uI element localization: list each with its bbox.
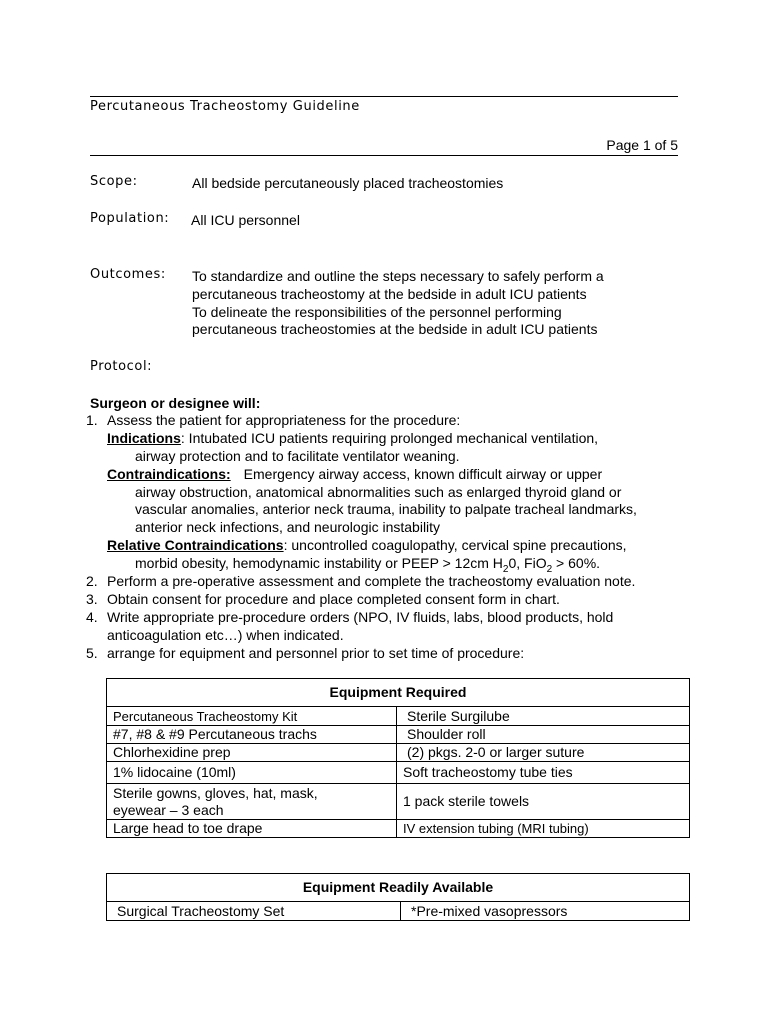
relative-text-part: > 60%. xyxy=(552,555,601,571)
table-cell: Percutaneous Tracheostomy Kit xyxy=(107,707,397,726)
protocol-label: Protocol: xyxy=(90,359,153,374)
step-number: 5. xyxy=(86,645,98,661)
contraindications-text: vascular anomalies, anterior neck trauma, inability to palpate tracheal landmarks, xyxy=(135,501,637,517)
contraindications-text: Emergency airway access, known difficult airway or upper xyxy=(243,466,603,482)
relative-text-part: 0, FiO xyxy=(508,555,547,571)
table-cell: Shoulder roll xyxy=(397,726,690,744)
table-cell xyxy=(107,784,397,820)
table-row xyxy=(107,784,690,820)
step-4-text: anticoagulation etc…) when indicated. xyxy=(107,627,344,643)
indications-text: airway protection and to facilitate ventilator weaning. xyxy=(135,448,460,464)
table-cell: #7, #8 & #9 Percutaneous trachs xyxy=(107,726,397,744)
relative-contraindications-line xyxy=(107,536,627,554)
step-number: 2. xyxy=(86,573,98,589)
step-1-text: Assess the patient for appropriateness for the procedure: xyxy=(107,412,461,428)
table-cell: 1 pack sterile towels xyxy=(397,784,690,820)
table-cell: Soft tracheostomy tube ties xyxy=(397,762,690,784)
table-title: Equipment Required xyxy=(107,679,690,707)
contraindications-text: anterior neck infections, and neurologic instability xyxy=(135,519,441,535)
table-cell: Chlorhexidine prep xyxy=(107,744,397,762)
table-row xyxy=(107,707,690,726)
page-number: Page 1 of 5 xyxy=(606,137,678,153)
indications-line xyxy=(107,429,598,447)
outcomes-line: To delineate the responsibilities of the personnel performing xyxy=(192,304,562,320)
population-value: All ICU personnel xyxy=(191,212,300,228)
contraindications-label: Contraindications: xyxy=(107,466,231,482)
table-row xyxy=(107,762,690,784)
step-number: 3. xyxy=(86,591,98,607)
step-5-text: arrange for equipment and personnel prior to set time of procedure: xyxy=(107,645,525,661)
outcomes-label: Outcomes: xyxy=(90,267,166,282)
table-cell: Surgical Tracheostomy Set xyxy=(107,902,401,921)
cell-line: eyewear – 3 each xyxy=(113,801,224,818)
population-label: Population: xyxy=(90,211,170,226)
equipment-available-table xyxy=(106,873,690,921)
table-row xyxy=(107,820,690,838)
table-cell: Sterile Surgilube xyxy=(397,707,690,726)
cell-line: Sterile gowns, gloves, hat, mask, xyxy=(113,784,318,801)
subscript: 2 xyxy=(502,563,509,575)
table-row xyxy=(107,726,690,744)
step-2-text: Perform a pre-operative assessment and complete the tracheostomy evaluation note. xyxy=(107,573,636,589)
indications-label: Indications xyxy=(107,430,181,446)
scope-label: Scope: xyxy=(90,174,138,189)
step-3-text: Obtain consent for procedure and place completed consent form in chart. xyxy=(107,591,560,607)
document-title: Percutaneous Tracheostomy Guideline xyxy=(90,99,360,114)
surgeon-heading: Surgeon or designee will: xyxy=(90,395,261,411)
equipment-required-table xyxy=(106,678,690,838)
step-number: 4. xyxy=(86,609,98,625)
contraindications-line xyxy=(107,465,602,483)
relative-contraindications-label: Relative Contraindications xyxy=(107,537,284,553)
contraindications-text: airway obstruction, anatomical abnormalities such as enlarged thyroid gland or xyxy=(135,484,622,500)
table-row xyxy=(107,744,690,762)
header-rule xyxy=(90,155,678,156)
outcomes-line: percutaneous tracheostomies at the bedside in adult ICU patients xyxy=(192,321,598,337)
table-cell: 1% lidocaine (10ml) xyxy=(107,762,397,784)
step-number: 1. xyxy=(86,412,98,428)
table-row xyxy=(107,902,690,921)
top-rule xyxy=(90,96,678,97)
subscript: 2 xyxy=(546,563,553,575)
table-title: Equipment Readily Available xyxy=(107,874,690,902)
table-cell: (2) pkgs. 2-0 or larger suture xyxy=(397,744,690,762)
table-cell: Large head to toe drape xyxy=(107,820,397,838)
scope-value: All bedside percutaneously placed tracheostomies xyxy=(192,175,504,191)
outcomes-line: percutaneous tracheostomy at the bedside in adult ICU patients xyxy=(192,286,587,302)
step-4-text: Write appropriate pre-procedure orders (NPO, IV fluids, labs, blood products, hold xyxy=(107,609,614,625)
table-cell: *Pre-mixed vasopressors xyxy=(401,902,690,921)
relative-contraindications-text: : uncontrolled coagulopathy, cervical spine precautions, xyxy=(283,537,627,553)
relative-text-part: morbid obesity, hemodynamic instability or PEEP > 12cm H xyxy=(135,555,503,571)
indications-text: : Intubated ICU patients requiring prolonged mechanical ventilation, xyxy=(180,430,599,446)
table-cell: IV extension tubing (MRI tubing) xyxy=(397,820,690,838)
outcomes-line: To standardize and outline the steps necessary to safely perform a xyxy=(192,268,604,284)
